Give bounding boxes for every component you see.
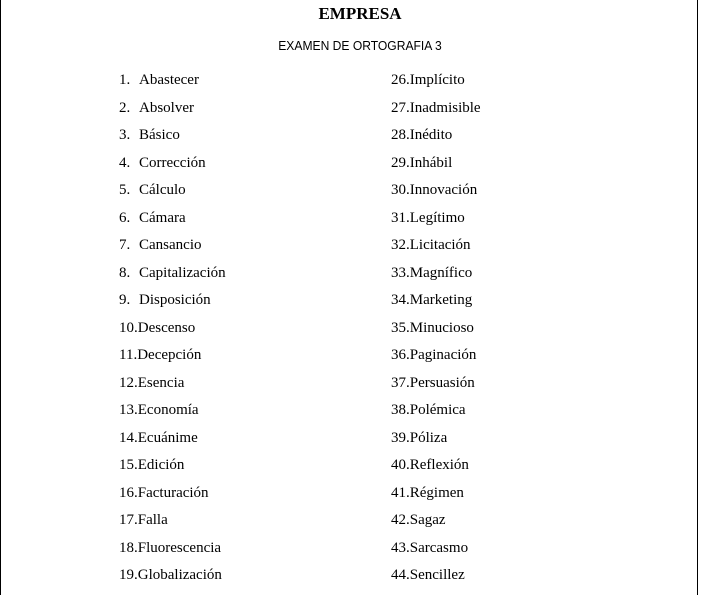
word-text: Minucioso [409,319,474,336]
word-number: 34. [391,292,410,308]
word-text: Decepción [137,347,202,363]
word-list-item [391,345,481,373]
word-text: Magnífico [409,264,473,281]
word-list-item [391,318,481,346]
word-list-item [391,510,481,538]
word-number: 32. [391,237,410,253]
word-text: Implícito [409,72,465,88]
word-text: Abastecer [139,72,199,88]
word-number: 31. [391,209,410,226]
word-number: 27. [391,99,410,116]
word-text: Cálculo [139,182,186,198]
word-list-item [391,125,481,153]
word-text: Paginación [409,347,477,363]
word-number: 9. [119,292,131,308]
word-number: 11. [119,347,138,363]
word-number: 14. [119,429,138,446]
word-list-item [391,180,481,208]
word-text: Innovación [409,182,478,198]
word-list-item [119,180,226,208]
word-number: 1. [119,72,131,88]
word-text: Cansancio [139,237,202,253]
word-list-item [391,98,481,126]
word-number: 6. [119,209,131,226]
document-title: EMPRESA [318,4,402,23]
word-text: Esencia [137,374,185,391]
word-number: 19. [119,567,138,583]
word-text: Sagaz [409,512,446,528]
word-text: Corrección [139,154,206,171]
word-list-item [119,98,226,126]
word-number: 29. [391,154,410,171]
word-text: Polémica [409,402,466,418]
word-list-item [391,70,481,98]
word-list-left [119,70,226,593]
word-list-item [119,400,226,428]
word-list-item [391,538,481,566]
word-list-item [119,153,226,181]
word-number: 36. [391,347,410,363]
word-list-item [119,125,226,153]
word-list-item [119,373,226,401]
word-list-item [391,263,481,291]
word-text: Edición [137,457,185,473]
word-list-item [119,345,226,373]
word-list-item [119,208,226,236]
word-number: 16. [119,484,138,501]
word-text: Absolver [139,99,194,116]
word-list-item [119,290,226,318]
word-list-item [391,373,481,401]
word-list-right [391,70,481,593]
word-number: 39. [391,429,410,446]
word-number: 3. [119,127,131,143]
word-list-item [119,428,226,456]
word-number: 37. [391,374,410,391]
word-list-item [119,235,226,263]
word-list-item [391,483,481,511]
word-list-item [119,318,226,346]
word-number: 12. [119,374,138,391]
word-list-item [391,208,481,236]
word-text: Marketing [409,292,473,308]
word-text: Disposición [139,292,211,308]
word-list-item [119,538,226,566]
word-text: Inhábil [409,154,453,171]
word-number: 5. [119,182,131,198]
word-text: Sarcasmo [409,539,469,556]
word-number: 7. [119,237,131,253]
page-left-edge [0,0,1,595]
word-text: Falla [137,512,168,528]
word-list-item [119,510,226,538]
word-number: 17. [119,512,138,528]
word-number: 8. [119,264,131,281]
word-list-item [391,455,481,483]
word-list-item [119,455,226,483]
word-number: 26. [391,72,410,88]
word-text: Legítimo [409,209,465,226]
word-number: 43. [391,539,410,556]
word-number: 38. [391,402,410,418]
word-text: Persuasión [409,374,475,391]
word-number: 33. [391,264,410,281]
word-list-item [391,290,481,318]
page-right-edge [697,0,698,595]
word-number: 30. [391,182,410,198]
word-number: 28. [391,127,410,143]
word-text: Cámara [139,209,186,226]
word-text: Facturación [137,484,209,501]
word-text: Básico [139,127,180,143]
word-list-item [391,565,481,593]
word-list-item [119,565,226,593]
word-list-item [119,70,226,98]
word-text: Póliza [409,429,448,446]
word-text: Régimen [409,484,464,501]
word-text: Inadmisible [409,99,481,116]
word-text: Reflexión [409,457,469,473]
word-text: Ecuánime [137,429,198,446]
word-number: 40. [391,457,410,473]
word-list-item [391,235,481,263]
word-text: Inédito [409,127,453,143]
word-number: 10. [119,319,138,336]
word-text: Capitalización [139,264,226,281]
word-number: 4. [119,154,131,171]
word-number: 35. [391,319,410,336]
word-text: Sencillez [409,567,465,583]
word-list-item [391,400,481,428]
word-list-item [391,428,481,456]
word-text: Economía [137,402,199,418]
word-list-item [119,483,226,511]
document-subtitle: EXAMEN DE ORTOGRAFIA 3 [278,38,442,53]
word-number: 41. [391,484,410,501]
word-number: 13. [119,402,138,418]
word-number: 44. [391,567,410,583]
word-number: 18. [119,539,138,556]
word-number: 42. [391,512,410,528]
word-text: Fluorescencia [137,539,222,556]
word-number: 15. [119,457,138,473]
word-list-item [391,153,481,181]
word-text: Descenso [137,319,196,336]
word-list-item [119,263,226,291]
word-text: Licitación [409,237,471,253]
word-text: Globalización [137,567,222,583]
word-number: 2. [119,99,131,116]
